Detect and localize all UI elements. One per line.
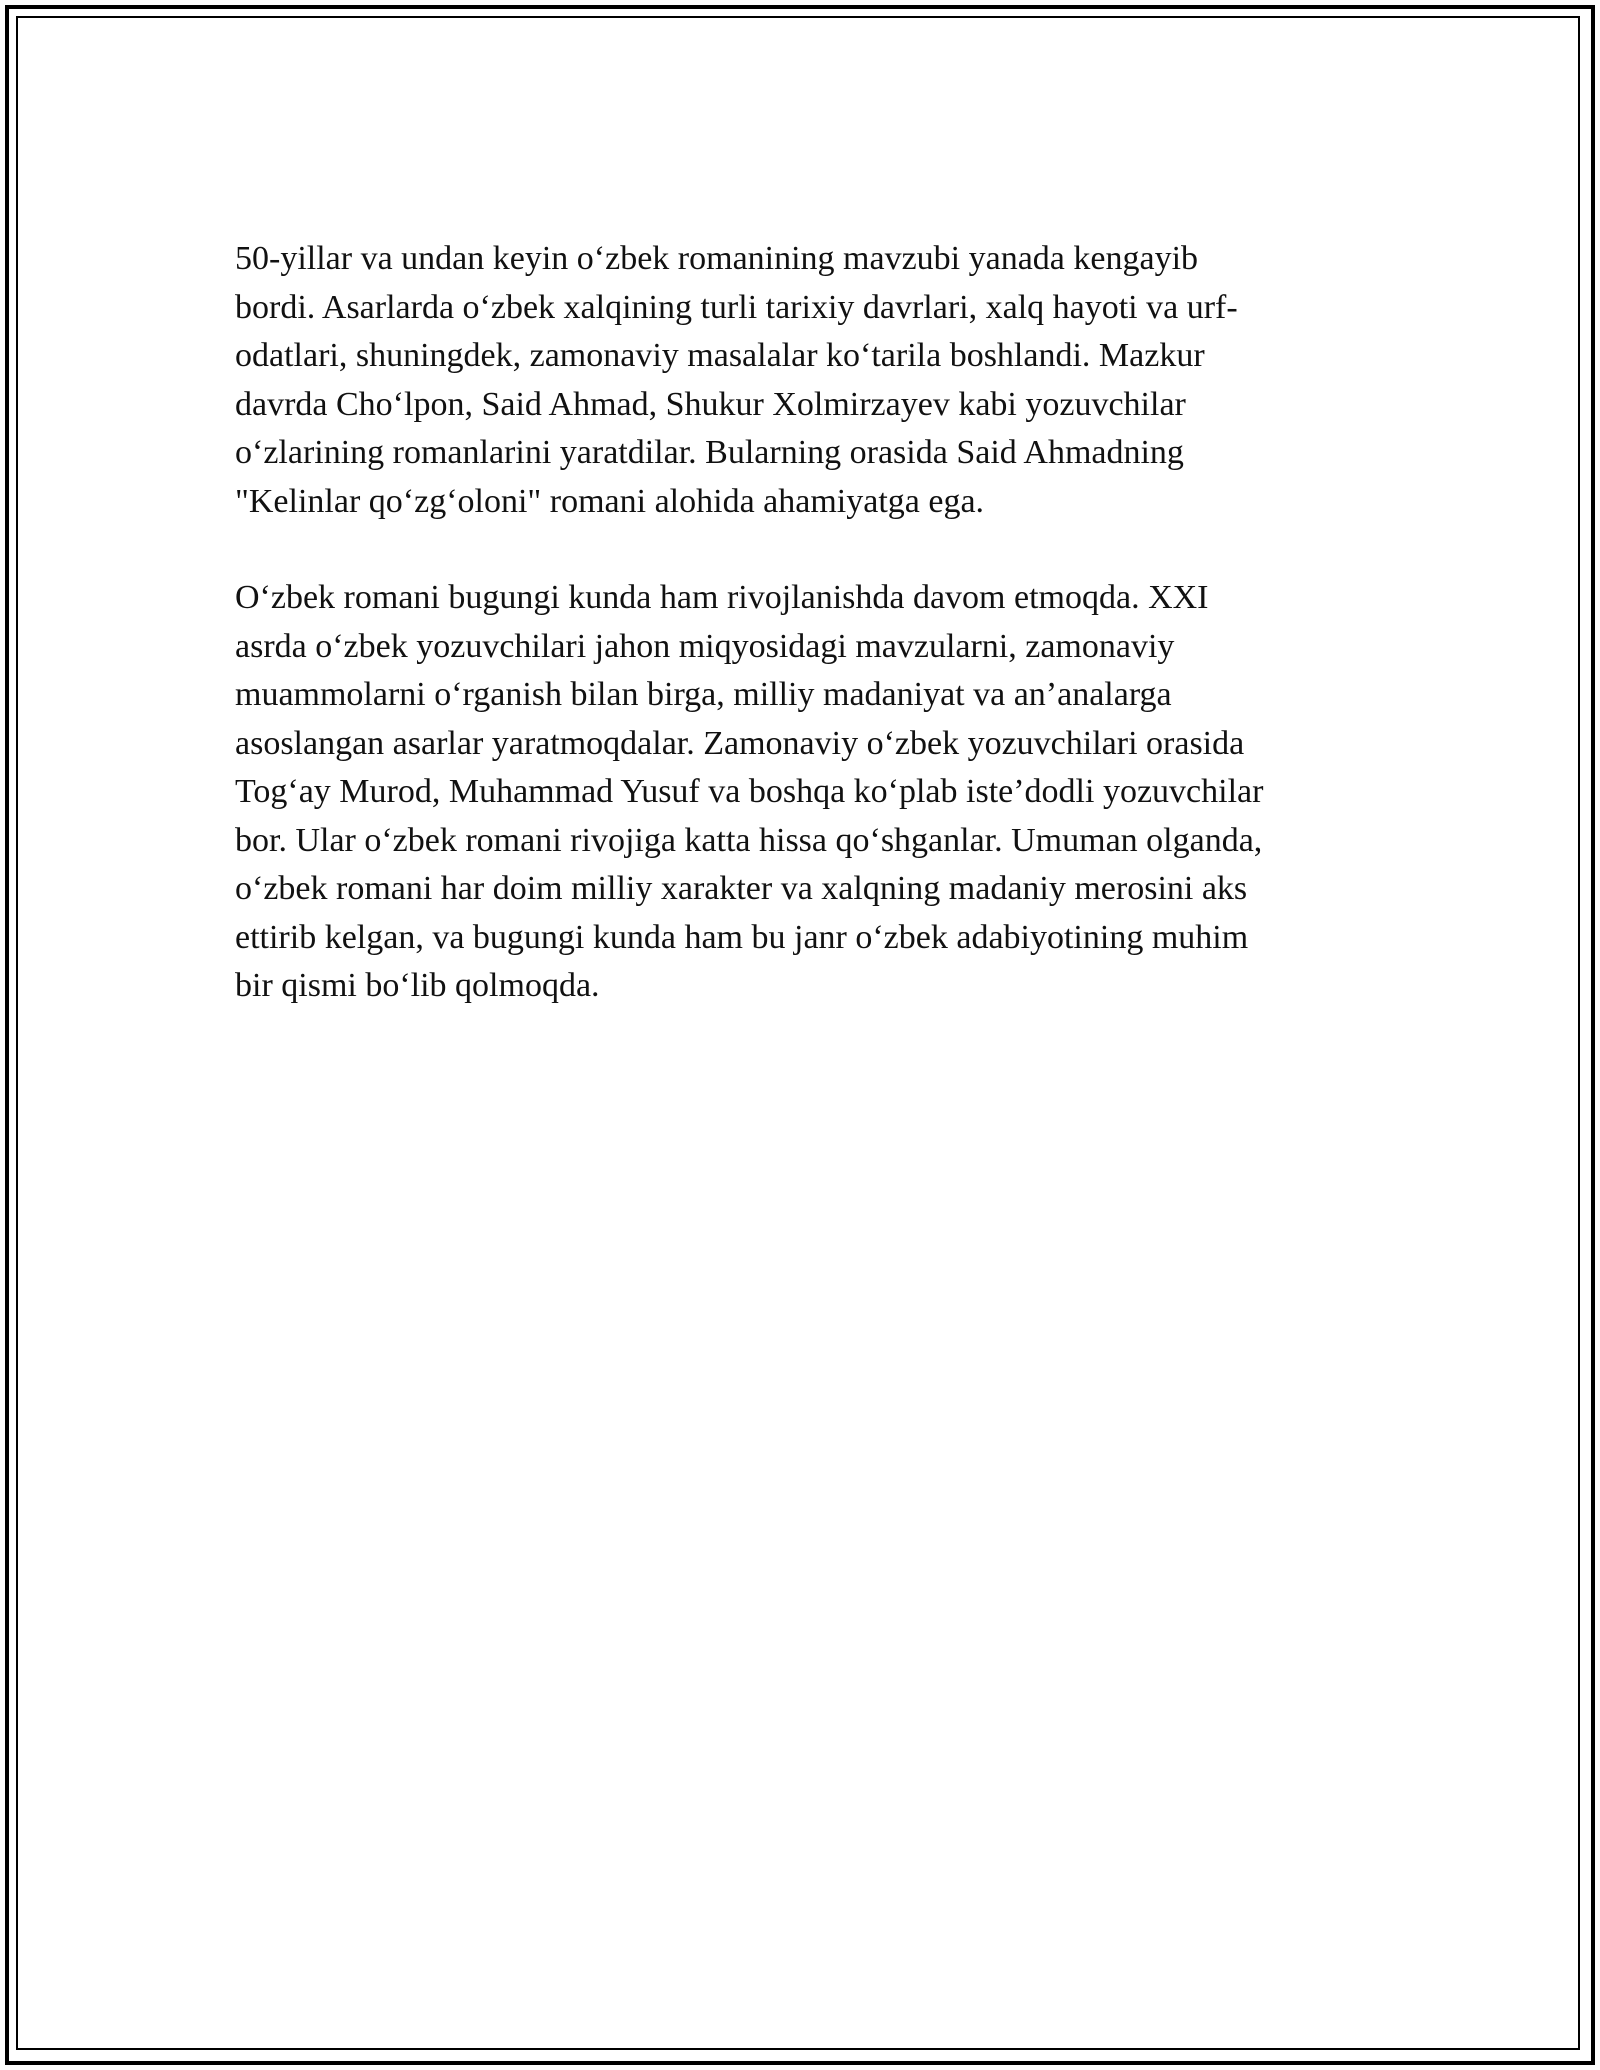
- document-body: [235, 235, 1365, 1011]
- paragraph-2: O‘zbek romani bugungi kunda ham rivojlanishda davom etmoqda. XXI asrda o‘zbek yozuvchilari jahon miqyosidagi mavzularni, zamonaviy muammolarni o‘rganish bilan birga, milliy madaniyat va an’analarga asoslangan asarlar yaratmoqdalar. Zamonaviy o‘zbek yozuvchilari orasida Tog‘ay Murod, Muhammad Yusuf va boshqa ko‘plab iste’dodli yozuvchilar bor. Ular o‘zbek romani rivojiga katta hissa qo‘shganlar. Umuman olganda, o‘zbek romani har doim milliy xarakter va xalqning madaniy merosini aks ettirib kelgan, va bugungi kunda ham bu janr o‘zbek adabiyotining muhim bir qismi bo‘lib qolmoqda.: [235, 579, 1264, 1004]
- paragraph-1: 50-yillar va undan keyin o‘zbek romanining mavzubi yanada kengayib bordi. Asarlarda o‘zbek xalqining turli tarixiy davrlari, xalq hayoti va urf- odatlari, shuningdek, zamonaviy masalalar ko‘tarila boshlandi. Mazkur davrda Cho‘lpon, Said Ahmad, Shukur Xolmirzayev kabi yozuvchilar o‘zlarining romanlarini yaratdilar. Bularning orasida Said Ahmadning "Kelinlar qo‘zg‘oloni" romani alohida ahamiyatga ega.: [235, 240, 1238, 520]
